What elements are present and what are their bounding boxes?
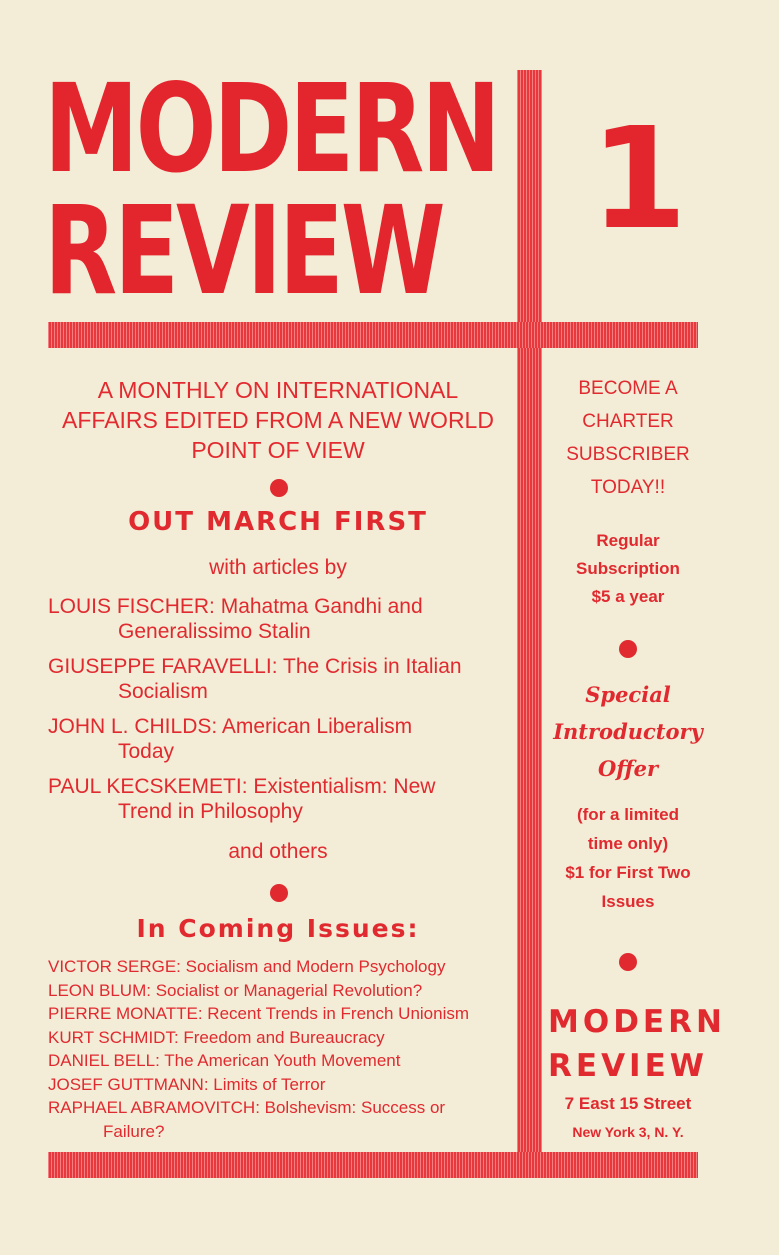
masthead-line-1: MODERN bbox=[44, 58, 498, 200]
and-others-text: and others bbox=[228, 840, 328, 863]
coming-issue-item: DANIEL BELL: The American Youth Movement bbox=[48, 1051, 401, 1070]
coming-issue-item: JOSEF GUTTMANN: Limits of Terror bbox=[48, 1074, 326, 1094]
bullet-dot-icon bbox=[270, 884, 288, 902]
article-line-continued: Trend in Philosophy bbox=[118, 800, 303, 823]
horizontal-divider-bar-top bbox=[48, 322, 698, 348]
publisher-address-street: 7 East 15 Street bbox=[564, 1094, 692, 1113]
article-line: GIUSEPPE FARAVELLI: The Crisis in Italian bbox=[48, 655, 462, 678]
issue-number: 1 bbox=[590, 98, 688, 261]
coming-issue-item: KURT SCHMIDT: Freedom and Bureaucracy bbox=[48, 1027, 385, 1047]
offer-line: (for a limited bbox=[576, 805, 679, 824]
special-line: Offer bbox=[597, 756, 659, 781]
publisher-address-city: New York 3, N. Y. bbox=[572, 1124, 684, 1140]
publisher-name bbox=[548, 1000, 726, 1088]
coming-issue-item: PIERRE MONATTE: Recent Trends in French Unionism bbox=[48, 1004, 470, 1023]
bullet-dot-icon bbox=[270, 479, 288, 497]
publisher-line: MODERN bbox=[548, 1004, 726, 1040]
article-line: LOUIS FISCHER: Mahatma Gandhi and bbox=[48, 595, 423, 618]
become-line: SUBSCRIBER bbox=[566, 444, 690, 465]
tagline-line-1: A MONTHLY ON INTERNATIONAL bbox=[97, 377, 459, 403]
horizontal-divider-bar-bottom bbox=[48, 1152, 698, 1178]
masthead-title bbox=[44, 58, 498, 322]
tagline-line-2: AFFAIRS EDITED FROM A NEW WORLD bbox=[62, 407, 494, 433]
out-march-first-heading: OUT MARCH FIRST bbox=[128, 507, 428, 537]
masthead-line-2: REVIEW bbox=[44, 180, 443, 322]
regular-subscription-price bbox=[548, 527, 708, 611]
article-item bbox=[48, 774, 513, 824]
offer-details bbox=[548, 800, 708, 916]
offer-line: $1 for First Two bbox=[565, 863, 691, 882]
article-line-continued: Today bbox=[118, 740, 175, 763]
article-line: JOHN L. CHILDS: American Liberalism bbox=[48, 715, 413, 738]
vertical-divider-bar bbox=[517, 70, 542, 1152]
become-charter-subscriber bbox=[548, 372, 708, 504]
article-item bbox=[48, 654, 513, 704]
articles-intro: with articles by bbox=[209, 556, 347, 579]
special-introductory-offer-heading bbox=[548, 676, 708, 787]
bullet-dot-icon bbox=[619, 953, 637, 971]
coming-issues-list bbox=[48, 955, 513, 1143]
article-item bbox=[48, 714, 513, 764]
become-line: TODAY!! bbox=[590, 477, 666, 498]
article-item bbox=[48, 594, 513, 644]
tagline-line-3: POINT OF VIEW bbox=[191, 437, 365, 463]
article-list bbox=[48, 594, 513, 834]
tagline bbox=[48, 375, 508, 465]
regular-line: Regular bbox=[596, 531, 660, 550]
article-line-continued: Socialism bbox=[118, 680, 208, 703]
regular-line: Subscription bbox=[576, 559, 680, 578]
coming-issue-item: LEON BLUM: Socialist or Managerial Revolution? bbox=[48, 980, 423, 1000]
offer-line: time only) bbox=[587, 834, 669, 853]
coming-issue-item: VICTOR SERGE: Socialism and Modern Psychology bbox=[48, 957, 446, 976]
bullet-dot-icon bbox=[619, 640, 637, 658]
coming-issue-item: RAPHAEL ABRAMOVITCH: Bolshevism: Success or bbox=[48, 1098, 446, 1117]
publisher-line: REVIEW bbox=[548, 1048, 708, 1084]
coming-issue-item-continued: Failure? bbox=[103, 1121, 165, 1141]
special-line: Introductory bbox=[553, 719, 703, 744]
article-line: PAUL KECSKEMETI: Existentialism: New bbox=[48, 775, 436, 798]
special-line: Special bbox=[585, 682, 671, 707]
become-line: BECOME A bbox=[578, 378, 678, 399]
coming-issues-heading: In Coming Issues: bbox=[136, 914, 420, 943]
article-line-continued: Generalissimo Stalin bbox=[118, 620, 311, 643]
regular-line: $5 a year bbox=[591, 587, 665, 606]
offer-line: Issues bbox=[601, 892, 655, 911]
become-line: CHARTER bbox=[582, 411, 674, 432]
